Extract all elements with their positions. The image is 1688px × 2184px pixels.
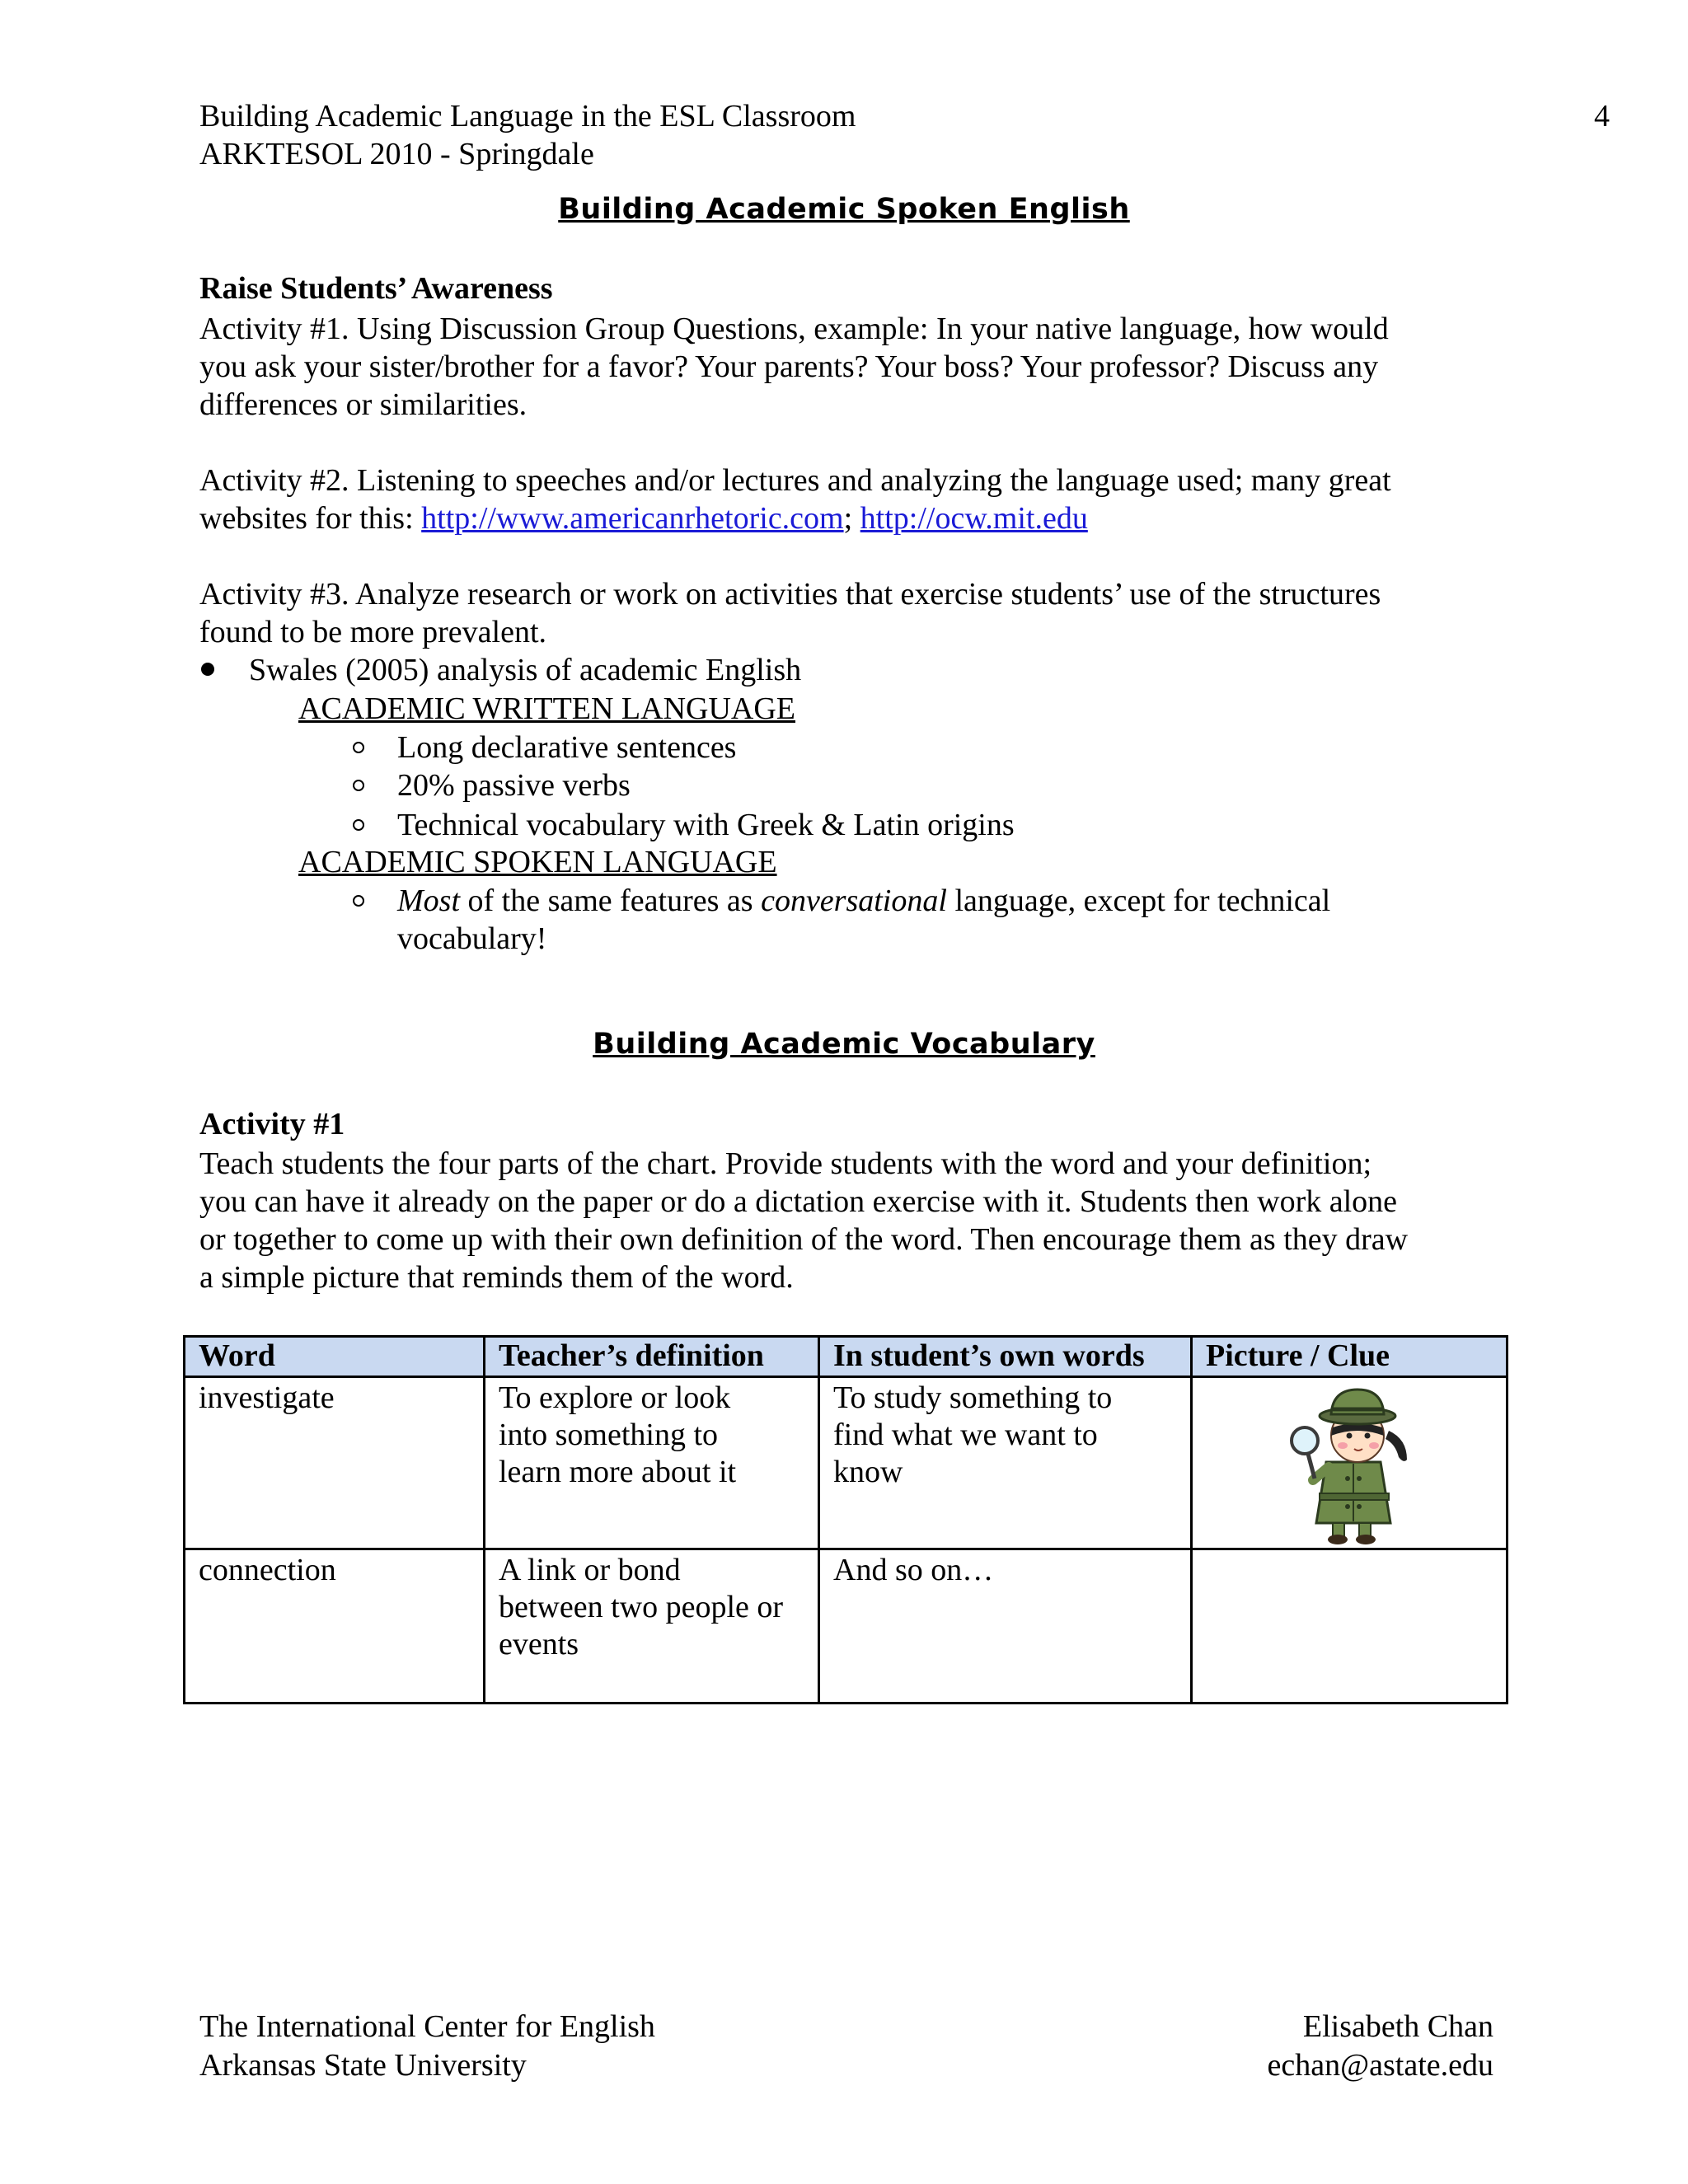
written-item: Long declarative sentences [397,730,737,765]
vocab-activity-paragraph [199,1145,1461,1296]
table-header-row [185,1337,1507,1377]
teacher-definition-cell [485,1549,819,1704]
written-item: 20% passive verbs [397,768,631,803]
spoken-language-heading: ACADEMIC SPOKEN LANGUAGE [298,845,777,879]
header-word: Word [185,1337,485,1377]
cell-line: between two people or [499,1590,784,1624]
activity-1-line: Activity #1. Using Discussion Group Questions, example: In your native language, how would [199,312,1389,346]
activity-2-prefix: websites for this: [199,501,422,536]
most-emphasis: Most [397,883,460,918]
sub-bullet-circle [353,819,364,831]
document-title: Building Academic Language in the ESL Classroom [199,99,856,134]
americanrhetoric-link[interactable]: http://www.americanrhetoric.com [421,501,844,536]
bullet-dot [201,663,214,676]
cell-line: A link or bond [499,1553,681,1587]
written-language-heading: ACADEMIC WRITTEN LANGUAGE [298,691,796,726]
activity-3-paragraph [199,575,1461,651]
section-title-spoken-english: Building Academic Spoken English [558,193,1130,226]
footer-organization: The International Center for English [199,2009,655,2044]
spoken-item-text: language, except for technical [946,883,1331,918]
vocab-activity-heading: Activity #1 [199,1107,345,1141]
activity-2-paragraph [199,462,1461,537]
teacher-definition-cell [485,1377,819,1549]
page-number: 4 [1594,99,1610,134]
link-separator: ; [843,501,860,536]
cell-line: into something to [499,1418,718,1452]
vocabulary-chart [183,1335,1508,1704]
vocab-line: or together to come up with their own definition of the word. Then encourage them as they draw [199,1222,1409,1257]
detective-girl-icon [1283,1381,1423,1546]
activity-2-links-line [199,499,1461,537]
vocab-line: a simple picture that reminds them of the word. [199,1260,794,1295]
activity-2-line: Activity #2. Listening to speeches and/or lectures and analyzing the language used; many great [199,463,1391,498]
section-title-vocabulary: Building Academic Vocabulary [593,1028,1095,1061]
activity-3-line: found to be more prevalent. [199,615,547,649]
conversational-emphasis: conversational [761,883,947,918]
cell-line: find what we want to [833,1418,1098,1452]
header-teacher-definition: Teacher’s definition [485,1337,819,1377]
sub-bullet-circle [353,895,364,907]
footer-email: echan@astate.edu [1267,2048,1493,2083]
written-item: Technical vocabulary with Greek & Latin origins [397,808,1015,842]
document-subtitle: ARKTESOL 2010 - Springdale [199,137,594,171]
word-cell: connection [185,1549,485,1704]
vocab-line: Teach students the four parts of the chart. Provide students with the word and your definition; [199,1146,1372,1181]
vocab-line: you can have it already on the paper or do a dictation exercise with it. Students then work alone [199,1184,1398,1219]
activity-3-line: Activity #3. Analyze research or work on activities that exercise students’ use of the structures [199,577,1381,612]
student-words-cell [819,1377,1192,1549]
cell-line: learn more about it [499,1455,737,1489]
activity-1-line: you ask your sister/brother for a favor? Your parents? Your boss? Your professor? Discuss any [199,349,1379,384]
table-row [185,1549,1507,1704]
cell-line: To study something to [833,1380,1113,1415]
cell-line: And so on… [833,1553,994,1587]
spoken-item [397,882,1330,920]
sub-bullet-circle [353,742,364,753]
awareness-heading: Raise Students’ Awareness [199,271,553,306]
word-cell: investigate [185,1377,485,1549]
activity-1-line: differences or similarities. [199,387,528,422]
sub-bullet-circle [353,780,364,791]
student-words-cell [819,1549,1192,1704]
activity-1-paragraph [199,310,1461,424]
table-row [185,1377,1507,1549]
header-picture-clue: Picture / Clue [1192,1337,1507,1377]
cell-line: To explore or look [499,1380,731,1415]
footer-university: Arkansas State University [199,2048,527,2083]
cell-line: know [833,1455,903,1489]
header-student-words: In student’s own words [819,1337,1192,1377]
ocw-mit-link[interactable]: http://ocw.mit.edu [860,501,1088,536]
spoken-item-continuation: vocabulary! [397,921,547,956]
swales-bullet: Swales (2005) analysis of academic English [249,653,802,687]
cell-line: events [499,1627,579,1661]
picture-cell [1192,1549,1507,1704]
picture-cell [1192,1377,1507,1549]
spoken-item-text: of the same features as [460,883,762,918]
footer-author: Elisabeth Chan [1302,2009,1493,2044]
